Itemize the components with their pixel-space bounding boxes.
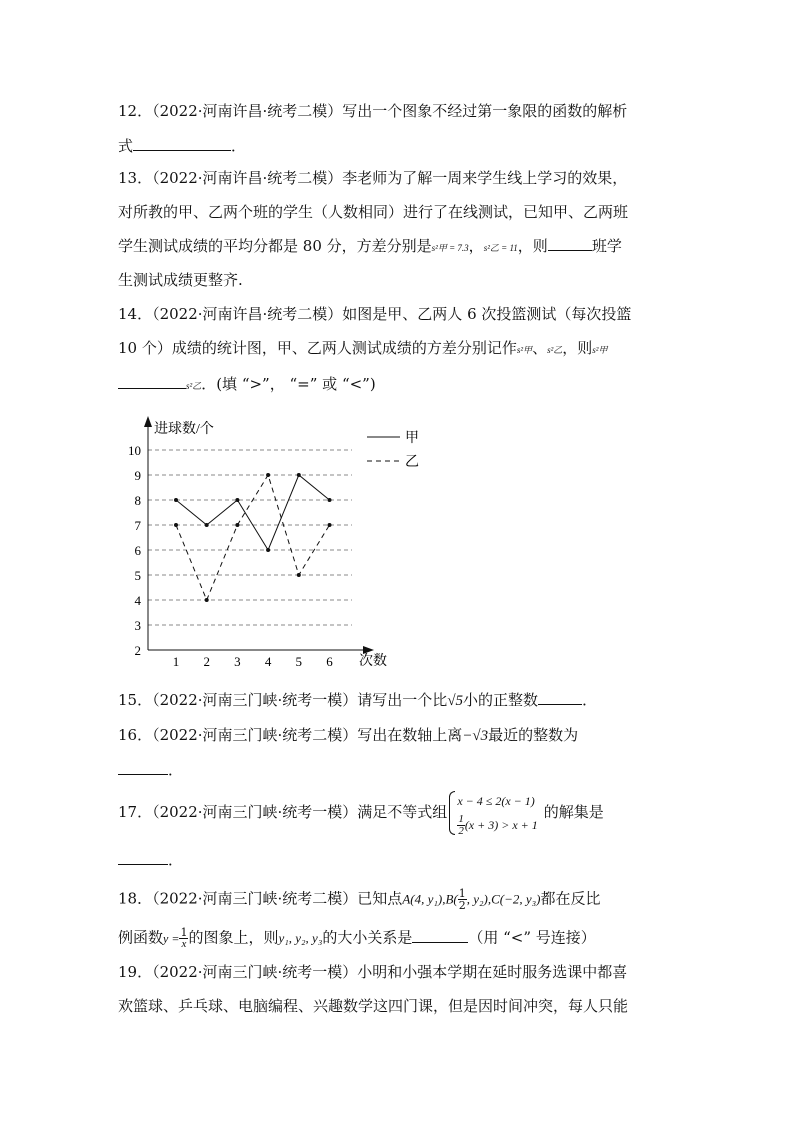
q17-period: ． <box>168 851 184 869</box>
q13-text-a: 学生测试成绩的平均分都是 80 分，方差分别是 <box>118 237 432 255</box>
q17-ineq2-row <box>457 813 537 838</box>
q17-frac-den: 2 <box>458 825 464 838</box>
q17-text-a: 17．（2022·河南三门峡·统考一模）满足不等式组 <box>118 803 448 821</box>
x-tick-label: 5 <box>295 654 303 669</box>
data-point-jia <box>235 498 239 502</box>
q15-text-b: 小的正整数 <box>463 691 539 709</box>
q14-answer-blank <box>118 374 186 389</box>
q18-text-a: 18．（2022·河南三门峡·统考二模）已知点 <box>118 889 403 908</box>
q17-inequality-system <box>447 789 537 838</box>
q14-text-a: 10 个）成绩的统计图，甲、乙两人测试成绩的方差分别记作 <box>118 339 517 357</box>
data-point-yi <box>297 573 301 577</box>
q16-period: ． <box>168 761 184 779</box>
q18-point-a: A(4, y₁) <box>402 891 443 907</box>
q13-line4: 生测试成绩更整齐. <box>118 271 243 289</box>
q13-answer-blank <box>548 236 592 251</box>
q14-s-jia: s²甲 <box>516 345 533 355</box>
q13-line2: 对所教的甲、乙两个班的学生（人数相同）进行了在线测试，已知甲、乙两班 <box>118 203 629 221</box>
q12-period: ． <box>231 137 247 155</box>
y-tick-label: 10 <box>128 443 141 458</box>
q14-text-c: ．(填 “>”， “=” 或 “<”) <box>201 375 376 393</box>
y-tick-label: 8 <box>134 493 141 508</box>
legend <box>367 430 419 470</box>
q18-func-lhs: y = <box>163 931 180 946</box>
q18-point-b-fraction <box>458 888 467 911</box>
q13-variance-yi: s²乙 = 11 <box>483 243 518 253</box>
q18-answer-blank <box>412 928 468 943</box>
q17-answer-blank <box>118 850 168 865</box>
q14-s-jia2: s²甲 <box>592 345 608 355</box>
q12-prefix: 式 <box>118 137 134 155</box>
q19-line2: 欢篮球、乒乓球、电脑编程、兴趣数学这四门课，但是因时间冲突，每人只能 <box>118 997 629 1015</box>
y-axis-arrow <box>144 416 152 427</box>
data-point-yi <box>235 523 239 527</box>
legend-label-jia: 甲 <box>405 431 419 446</box>
q13-sep: ， <box>468 237 484 255</box>
q17-text-b: 的解集是 <box>543 803 604 821</box>
q19-line1: 19．（2022·河南三门峡·统考一模）小明和小强本学期在延时服务选课中都喜 <box>118 963 628 981</box>
q18-ptb-den: 2 <box>458 899 466 912</box>
q15-sqrt: √5 <box>447 693 464 709</box>
q15-answer-blank <box>538 690 582 705</box>
y-tick-label: 3 <box>134 618 141 633</box>
q14-text-b: ，则 <box>562 339 593 357</box>
x-tick-label: 6 <box>326 654 333 669</box>
q18-point-b-close: , y₂) <box>466 891 488 907</box>
labels <box>128 420 387 669</box>
data-point-jia <box>328 498 332 502</box>
q14-line3 <box>118 374 376 396</box>
q17-fraction <box>457 814 465 837</box>
x-tick-label: 4 <box>264 654 272 669</box>
q18-ys: y₁, y₂, y₃ <box>278 930 323 946</box>
data-point-yi <box>174 523 178 527</box>
y-tick-label: 5 <box>134 568 141 583</box>
q18-point-c: C(−2, y₃) <box>491 891 541 907</box>
y-tick-label: 6 <box>134 543 141 558</box>
q16-line1 <box>118 725 578 746</box>
q15-text-a: 15．（2022·河南三门峡·统考一模）请写出一个比 <box>118 691 448 709</box>
data-point-yi <box>328 523 332 527</box>
q13-line3 <box>118 236 622 258</box>
q17-frac-num: 1 <box>458 813 464 826</box>
q15-text-c: ． <box>582 691 598 709</box>
q18-text-b: 都在反比 <box>540 889 601 908</box>
q13-line1: 13．（2022·河南许昌·统考二模）李老师为了解一周来学生线上学习的效果， <box>118 169 628 187</box>
data-point-jia <box>205 523 209 527</box>
q17-line1 <box>118 786 604 838</box>
q18-text-d: 的图象上，则 <box>188 928 279 947</box>
q16-expr: −√3 <box>462 728 489 744</box>
q13-text-c: 班学 <box>591 237 622 255</box>
q14-dun: 、 <box>532 339 548 357</box>
x-axis-label: 次数 <box>359 654 387 669</box>
q18-point-b-open: B( <box>445 891 458 907</box>
x-tick-label: 3 <box>234 654 241 669</box>
q15-line1 <box>118 690 597 711</box>
q18-text-e: 的大小关系是 <box>322 928 413 947</box>
q18-text-c: 例函数 <box>118 928 164 947</box>
x-tick-label: 2 <box>203 654 210 669</box>
q18-func-num: 1 <box>180 926 188 939</box>
y-tick-label: 2 <box>134 643 141 658</box>
series-line-jia <box>176 475 330 550</box>
y-tick-label: 7 <box>134 518 141 533</box>
q12-line1: 12．（2022·河南许昌·统考二模）写出一个图象不经过第一象限的函数的解析 <box>118 102 628 120</box>
q12-answer-blank <box>133 136 231 151</box>
q16-text-a: 16．（2022·河南三门峡·统考二模）写出在数轴上离 <box>118 726 463 744</box>
data-point-yi <box>266 473 270 477</box>
q12-line2 <box>118 136 246 156</box>
q16-answer-blank <box>118 760 168 775</box>
q13-variance-jia: s²甲 = 7.3 <box>431 243 469 253</box>
q13-text-b: ，则 <box>517 237 548 255</box>
y-tick-label: 9 <box>134 468 141 483</box>
q17-line2 <box>118 850 183 870</box>
q14-s-yi2: s²乙 <box>186 381 202 391</box>
q18-line1: 18．（2022·河南三门峡·统考二模）已知点A(4, y₁),B( $\frac{1}{2}$ , y₂),C(−2, y₃)都在反比 <box>118 887 601 912</box>
y-axis-label: 进球数/个 <box>154 422 214 437</box>
data-point-yi <box>205 598 209 602</box>
q14-line1: 14．（2022·河南许昌·统考二模）如图是甲、乙两人 6 次投篮测试（每次投篮 <box>118 305 632 323</box>
q16-text-b: 最近的整数为 <box>488 726 579 744</box>
q17-ineq2: (x + 3) > x + 1 <box>464 817 538 832</box>
q18-func-den: x <box>181 938 187 950</box>
q17-ineq1: x − 4 ≤ 2(x − 1) <box>457 793 535 808</box>
q14-line2 <box>118 338 608 360</box>
q16-line2 <box>118 760 183 780</box>
series <box>174 473 332 602</box>
q18-ptb-num: 1 <box>458 887 466 900</box>
data-point-jia <box>297 473 301 477</box>
x-tick-label: 1 <box>172 654 180 669</box>
x-axis-arrow <box>363 646 374 654</box>
axes <box>144 416 374 654</box>
q14-s-yi: s²乙 <box>547 345 563 355</box>
gridlines <box>148 450 352 625</box>
series-line-yi <box>176 475 330 600</box>
legend-label-yi: 乙 <box>405 455 419 470</box>
data-point-jia <box>174 498 178 502</box>
data-point-jia <box>266 548 270 552</box>
q18-text-f: （用 “<” 号连接） <box>468 928 596 947</box>
q18-line2 <box>118 927 596 950</box>
y-tick-label: 4 <box>134 593 141 608</box>
